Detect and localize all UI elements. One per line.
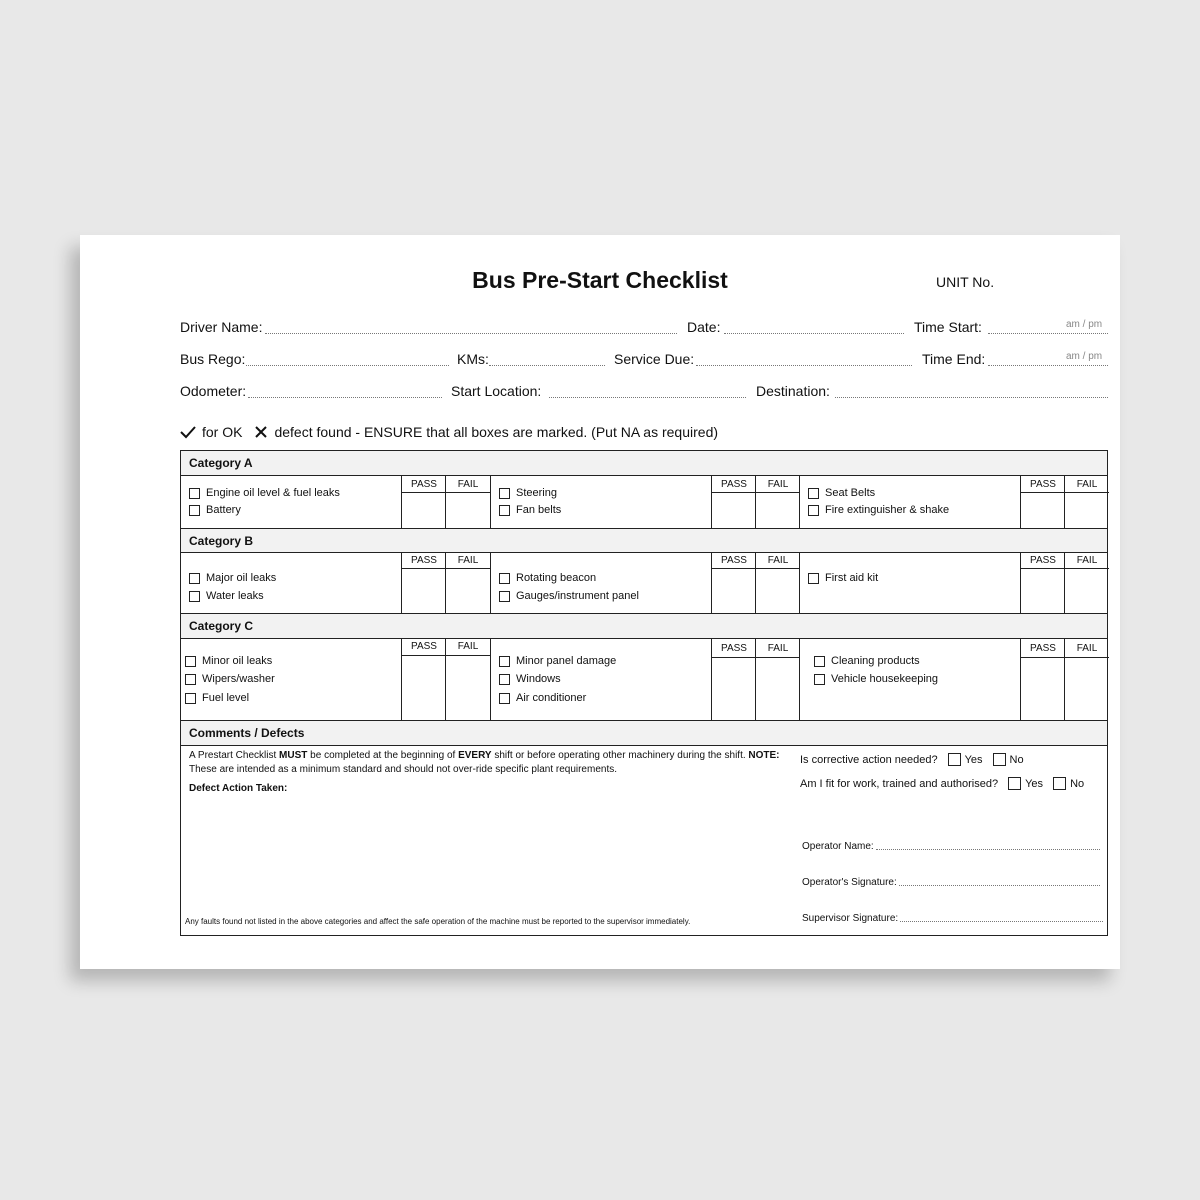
faults-footer-note: Any faults found not listed in the above categories and affect the safe operation of the machine must be reported to the supervisor immediately. xyxy=(185,917,691,926)
fail-header: FAIL xyxy=(457,479,479,490)
time-end-label: Time End: xyxy=(922,351,986,367)
check-item-label: Rotating beacon xyxy=(516,572,597,584)
driver-name-label: Driver Name: xyxy=(180,319,263,335)
fail-header: FAIL xyxy=(1076,643,1098,654)
check-item-label: Water leaks xyxy=(206,590,264,602)
fail-header: FAIL xyxy=(767,479,789,490)
prestart-note: A Prestart Checklist MUST be completed at the beginning of EVERY shift or before operating other machinery during the shift. NOTE: These are intended as a minimum standard and should not over-ride specific plant requirements. xyxy=(189,750,780,775)
check-item-label: Gauges/instrument panel xyxy=(516,590,639,602)
pass-header: PASS xyxy=(721,555,747,566)
fail-header: FAIL xyxy=(1076,479,1098,490)
check-item[interactable] xyxy=(808,487,875,499)
check-item-label: Fan belts xyxy=(516,504,562,516)
checkbox[interactable] xyxy=(189,591,200,602)
check-item[interactable] xyxy=(499,487,557,499)
checkbox[interactable] xyxy=(808,573,819,584)
operator-name-row: Operator Name: xyxy=(802,841,1100,852)
checkbox[interactable] xyxy=(499,505,510,516)
check-item-label: Vehicle housekeeping xyxy=(831,673,939,685)
check-item-label: Fire extinguisher & shake xyxy=(825,504,950,516)
check-item-label: Wipers/washer xyxy=(202,673,275,685)
check-item[interactable] xyxy=(189,572,276,584)
checkbox[interactable] xyxy=(808,488,819,499)
checkbox[interactable] xyxy=(499,693,510,704)
checkbox[interactable] xyxy=(499,674,510,685)
pass-header: PASS xyxy=(721,643,747,654)
check-item-label: Engine oil level & fuel leaks xyxy=(206,487,340,499)
checkbox[interactable] xyxy=(189,488,200,499)
fail-header: FAIL xyxy=(1076,555,1098,566)
check-item-label: Major oil leaks xyxy=(206,572,277,584)
checkbox[interactable] xyxy=(814,674,825,685)
check-item[interactable] xyxy=(185,673,275,685)
pass-header: PASS xyxy=(411,641,437,652)
legend-ok: for OK xyxy=(202,424,243,440)
operator-signature-field[interactable] xyxy=(899,885,1100,886)
check-item[interactable] xyxy=(499,673,561,685)
service-due-label: Service Due: xyxy=(614,351,695,367)
time-start-ampm: am / pm xyxy=(1066,319,1103,330)
check-item[interactable] xyxy=(499,655,616,667)
check-item[interactable] xyxy=(808,504,949,516)
category-c-header xyxy=(181,613,1107,639)
checkbox[interactable] xyxy=(499,488,510,499)
corrective-no-checkbox[interactable] xyxy=(993,753,1006,766)
check-item-label: Fuel level xyxy=(202,692,250,704)
check-item-label: Air conditioner xyxy=(516,692,587,704)
unit-number-label: UNIT No. xyxy=(936,274,995,290)
date-label: Date: xyxy=(687,319,721,335)
checkbox[interactable] xyxy=(185,693,196,704)
check-item[interactable] xyxy=(808,572,878,584)
checkbox[interactable] xyxy=(814,656,825,667)
check-item[interactable] xyxy=(185,692,249,704)
check-icon xyxy=(180,425,196,439)
corrective-yes-checkbox[interactable] xyxy=(948,753,961,766)
start-location-label: Start Location: xyxy=(451,383,542,399)
pass-header: PASS xyxy=(721,479,747,490)
check-item-label: Seat Belts xyxy=(825,487,876,499)
destination-label: Destination: xyxy=(756,383,830,399)
odometer-field[interactable] xyxy=(248,397,442,398)
cross-icon xyxy=(254,425,268,439)
check-item-label: First aid kit xyxy=(825,572,879,584)
pass-header: PASS xyxy=(1030,479,1056,490)
check-item[interactable] xyxy=(499,692,586,704)
defect-action-label: Defect Action Taken: xyxy=(189,783,288,794)
checkbox[interactable] xyxy=(189,573,200,584)
check-item[interactable] xyxy=(189,590,264,602)
fail-header: FAIL xyxy=(457,641,479,652)
time-start-label: Time Start: xyxy=(914,319,982,335)
check-item-label: Battery xyxy=(206,504,241,516)
checkbox[interactable] xyxy=(808,505,819,516)
check-item[interactable] xyxy=(499,590,639,602)
check-item[interactable] xyxy=(189,504,241,516)
driver-name-field[interactable] xyxy=(265,333,677,334)
comments-label: Comments / Defects xyxy=(189,726,305,740)
checkbox[interactable] xyxy=(185,674,196,685)
check-item[interactable] xyxy=(185,655,272,667)
pass-header: PASS xyxy=(411,479,437,490)
date-field[interactable] xyxy=(724,333,904,334)
category-b-label: Category B xyxy=(189,533,254,548)
time-end-ampm: am / pm xyxy=(1066,351,1103,362)
checkbox[interactable] xyxy=(499,573,510,584)
check-item[interactable] xyxy=(189,487,340,499)
kms-label: KMs: xyxy=(457,351,489,367)
checkbox[interactable] xyxy=(185,656,196,667)
fail-header: FAIL xyxy=(767,555,789,566)
category-c-label: Category C xyxy=(189,619,254,633)
category-a-header xyxy=(181,451,1107,476)
operator-signature-row: Operator's Signature: xyxy=(802,877,1100,888)
check-item-label: Minor panel damage xyxy=(516,655,617,667)
destination-field[interactable] xyxy=(835,397,1108,398)
comments-header xyxy=(181,720,1107,746)
category-a-label: Category A xyxy=(189,456,253,470)
operator-name-field[interactable] xyxy=(876,849,1100,850)
corrective-action-question: Is corrective action needed? Yes No xyxy=(800,753,1024,766)
checkbox[interactable] xyxy=(499,656,510,667)
bus-rego-label: Bus Rego: xyxy=(180,351,246,367)
service-due-field[interactable] xyxy=(696,365,912,366)
pass-header: PASS xyxy=(1030,643,1056,654)
check-item[interactable] xyxy=(814,673,938,685)
pass-header: PASS xyxy=(1030,555,1056,566)
checkbox[interactable] xyxy=(499,591,510,602)
checkbox[interactable] xyxy=(189,505,200,516)
supervisor-signature-field[interactable] xyxy=(900,921,1103,922)
legend xyxy=(180,424,718,440)
legend-defect: defect found - ENSURE that all boxes are marked. (Put NA as required) xyxy=(274,424,719,440)
bus-rego-field[interactable] xyxy=(246,365,449,366)
fit-yes-checkbox[interactable] xyxy=(1008,777,1021,790)
category-b-header xyxy=(181,528,1107,553)
checklist-grid xyxy=(180,450,1108,936)
page-title: Bus Pre-Start Checklist xyxy=(472,267,728,293)
check-item-label: Windows xyxy=(516,673,561,685)
fit-no-checkbox[interactable] xyxy=(1053,777,1066,790)
odometer-label: Odometer: xyxy=(180,383,247,399)
fail-header: FAIL xyxy=(457,555,479,566)
kms-field[interactable] xyxy=(489,365,605,366)
supervisor-signature-row: Supervisor Signature: xyxy=(802,913,1103,924)
pass-header: PASS xyxy=(411,555,437,566)
check-item-label: Cleaning products xyxy=(831,655,920,667)
time-end-field[interactable] xyxy=(988,365,1108,366)
fail-header: FAIL xyxy=(767,643,789,654)
fit-for-work-question: Am I fit for work, trained and authorised? Yes No xyxy=(800,777,1085,790)
check-item[interactable] xyxy=(499,572,596,584)
start-location-field[interactable] xyxy=(549,397,746,398)
check-item[interactable] xyxy=(499,504,561,516)
time-start-field[interactable] xyxy=(988,333,1108,334)
check-item-label: Minor oil leaks xyxy=(202,655,273,667)
check-item-label: Steering xyxy=(516,487,557,499)
checklist-sheet xyxy=(80,235,1120,969)
check-item[interactable] xyxy=(814,655,920,667)
